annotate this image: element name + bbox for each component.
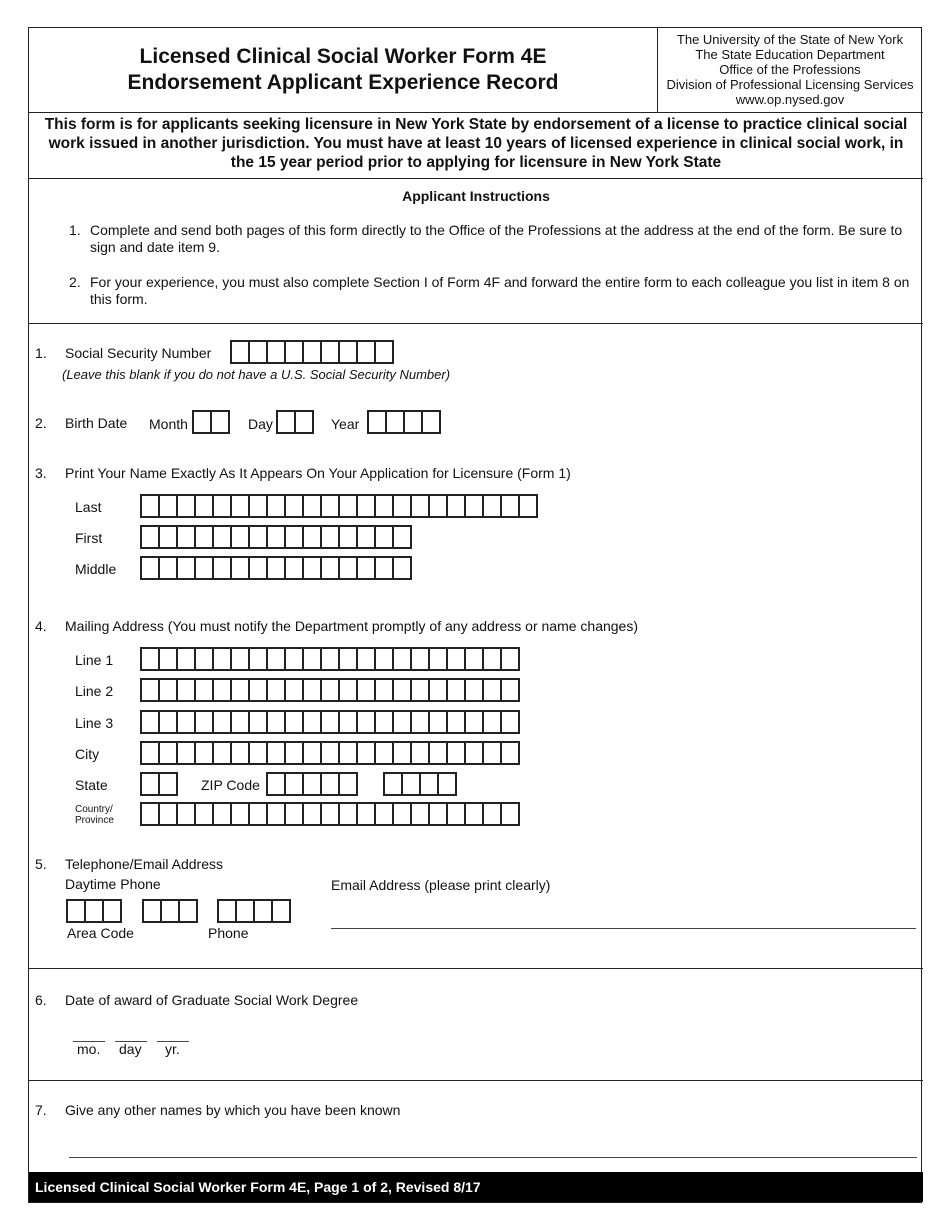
state-label: State (75, 777, 108, 793)
zip-label: ZIP Code (201, 777, 260, 793)
character-box[interactable] (194, 802, 214, 826)
character-box[interactable] (294, 410, 314, 434)
phone-prefix-field[interactable] (142, 899, 198, 923)
character-box[interactable] (446, 802, 466, 826)
character-box[interactable] (84, 899, 104, 923)
item-number: 3. (35, 465, 47, 481)
item-number: 7. (35, 1102, 47, 1118)
other-names-label: Give any other names by which you have been known (65, 1102, 401, 1118)
area-code-label: Area Code (67, 925, 134, 941)
character-box[interactable] (374, 647, 394, 671)
character-box[interactable] (248, 556, 268, 580)
character-box[interactable] (464, 802, 484, 826)
character-box[interactable] (176, 710, 196, 734)
degree-year-label: yr. (165, 1041, 180, 1057)
birth-date-label: Birth Date (65, 415, 128, 431)
character-box[interactable] (374, 340, 394, 364)
instruction-text: Complete and send both pages of this form directly to the Office of the Professions at the address at the end of the form. Be sure to sign and date item 9. (90, 222, 903, 255)
character-box[interactable] (271, 899, 291, 923)
character-box[interactable] (266, 678, 286, 702)
character-box[interactable] (320, 772, 340, 796)
character-box[interactable] (284, 340, 304, 364)
character-box[interactable] (392, 556, 412, 580)
divider (29, 323, 923, 324)
character-box[interactable] (212, 710, 232, 734)
character-box[interactable] (266, 525, 286, 549)
character-box[interactable] (338, 772, 358, 796)
character-box[interactable] (482, 647, 502, 671)
character-box[interactable] (374, 710, 394, 734)
character-box[interactable] (192, 410, 212, 434)
ssn-note: (Leave this blank if you do not have a U.S. Social Security Number) (62, 367, 451, 382)
character-box[interactable] (140, 678, 160, 702)
character-box[interactable] (66, 899, 86, 923)
character-box[interactable] (302, 494, 322, 518)
character-box[interactable] (176, 647, 196, 671)
agency-line: Office of the Professions (719, 62, 861, 77)
character-box[interactable] (248, 741, 268, 765)
city-field[interactable] (140, 741, 520, 765)
character-box[interactable] (140, 556, 160, 580)
character-box[interactable] (194, 678, 214, 702)
character-box[interactable] (320, 525, 340, 549)
contact-section-label: Telephone/Email Address (65, 856, 223, 872)
character-box[interactable] (230, 802, 250, 826)
address-line1-label: Line 1 (75, 652, 114, 668)
character-box[interactable] (266, 772, 286, 796)
character-box[interactable] (338, 647, 358, 671)
character-box[interactable] (320, 647, 340, 671)
character-box[interactable] (178, 899, 198, 923)
character-box[interactable] (302, 710, 322, 734)
area-code-field[interactable] (66, 899, 122, 923)
character-box[interactable] (176, 525, 196, 549)
character-box[interactable] (500, 647, 520, 671)
character-box[interactable] (428, 741, 448, 765)
character-box[interactable] (266, 647, 286, 671)
character-box[interactable] (194, 647, 214, 671)
character-box[interactable] (160, 899, 180, 923)
character-box[interactable] (428, 494, 448, 518)
last-name-field[interactable] (140, 494, 538, 518)
country-label-line: Province (75, 815, 114, 826)
character-box[interactable] (302, 647, 322, 671)
instructions-heading: Applicant Instructions (402, 188, 550, 204)
character-box[interactable] (210, 410, 230, 434)
character-box[interactable] (403, 410, 423, 434)
character-box[interactable] (482, 741, 502, 765)
character-box[interactable] (284, 494, 304, 518)
page-footer: Licensed Clinical Social Worker Form 4E, Page 1 of 2, Revised 8/17 (29, 1172, 923, 1202)
character-box[interactable] (356, 340, 376, 364)
divider (29, 112, 923, 113)
character-box[interactable] (212, 647, 232, 671)
agency-line: The University of the State of New York (676, 32, 904, 47)
character-box[interactable] (410, 741, 430, 765)
character-box[interactable] (446, 741, 466, 765)
character-box[interactable] (410, 678, 430, 702)
character-box[interactable] (212, 556, 232, 580)
phone-line-field[interactable] (217, 899, 291, 923)
character-box[interactable] (518, 494, 538, 518)
character-box[interactable] (266, 340, 286, 364)
character-box[interactable] (158, 494, 178, 518)
character-box[interactable] (392, 494, 412, 518)
character-box[interactable] (248, 802, 268, 826)
character-box[interactable] (385, 410, 405, 434)
character-box[interactable] (437, 772, 457, 796)
degree-month-label: mo. (77, 1041, 101, 1057)
other-names-input-line[interactable] (69, 1157, 917, 1158)
character-box[interactable] (401, 772, 421, 796)
character-box[interactable] (230, 556, 250, 580)
form-page (28, 27, 922, 1203)
character-box[interactable] (320, 556, 340, 580)
character-box[interactable] (248, 494, 268, 518)
character-box[interactable] (140, 710, 160, 734)
character-box[interactable] (158, 710, 178, 734)
character-box[interactable] (338, 710, 358, 734)
character-box[interactable] (356, 678, 376, 702)
character-box[interactable] (500, 678, 520, 702)
divider (29, 178, 923, 179)
instruction-num: 1. (69, 222, 81, 238)
character-box[interactable] (217, 899, 237, 923)
country-label-line: Country/ (75, 804, 113, 815)
character-box[interactable] (176, 802, 196, 826)
character-box[interactable] (374, 741, 394, 765)
character-box[interactable] (284, 556, 304, 580)
character-box[interactable] (140, 525, 160, 549)
address-line3-field[interactable] (140, 710, 520, 734)
item-number: 6. (35, 992, 47, 1008)
character-box[interactable] (212, 678, 232, 702)
character-box[interactable] (302, 678, 322, 702)
character-box[interactable] (302, 556, 322, 580)
character-box[interactable] (212, 525, 232, 549)
item-number: 4. (35, 618, 47, 634)
character-box[interactable] (356, 710, 376, 734)
character-box[interactable] (446, 494, 466, 518)
character-box[interactable] (392, 741, 412, 765)
degree-date-label: Date of award of Graduate Social Work Degree (65, 992, 359, 1008)
form-title-line2: Endorsement Applicant Experience Record (127, 71, 559, 94)
character-box[interactable] (392, 710, 412, 734)
character-box[interactable] (410, 710, 430, 734)
ssn-field[interactable] (230, 340, 394, 364)
character-box[interactable] (320, 741, 340, 765)
character-box[interactable] (158, 647, 178, 671)
divider (29, 1080, 923, 1081)
character-box[interactable] (374, 494, 394, 518)
middle-name-label: Middle (75, 561, 117, 577)
item-number: 1. (35, 345, 47, 361)
character-box[interactable] (284, 710, 304, 734)
ssn-label: Social Security Number (65, 345, 212, 361)
character-box[interactable] (140, 802, 160, 826)
character-box[interactable] (500, 802, 520, 826)
character-box[interactable] (464, 494, 484, 518)
character-box[interactable] (356, 556, 376, 580)
email-input-line[interactable] (331, 928, 916, 929)
character-box[interactable] (428, 710, 448, 734)
character-box[interactable] (212, 802, 232, 826)
character-box[interactable] (158, 741, 178, 765)
character-box[interactable] (500, 494, 520, 518)
character-box[interactable] (230, 525, 250, 549)
degree-day-label: day (119, 1041, 142, 1057)
character-box[interactable] (338, 741, 358, 765)
character-box[interactable] (248, 340, 268, 364)
first-name-field[interactable] (140, 525, 412, 549)
character-box[interactable] (194, 525, 214, 549)
zip-field[interactable] (266, 772, 358, 796)
character-box[interactable] (356, 494, 376, 518)
agency-line: Division of Professional Licensing Services (666, 77, 914, 92)
character-box[interactable] (374, 556, 394, 580)
character-box[interactable] (235, 899, 255, 923)
character-box[interactable] (392, 525, 412, 549)
character-box[interactable] (284, 802, 304, 826)
character-box[interactable] (158, 525, 178, 549)
character-box[interactable] (158, 678, 178, 702)
character-box[interactable] (266, 710, 286, 734)
character-box[interactable] (356, 741, 376, 765)
character-box[interactable] (320, 710, 340, 734)
character-box[interactable] (428, 647, 448, 671)
character-box[interactable] (383, 772, 403, 796)
character-box[interactable] (276, 410, 296, 434)
day-label: Day (248, 416, 273, 432)
intro-text: This form is for applicants seeking licensure in New York State by endorsement of a license to practice clinical social work issued in another jurisdiction. You must have at least 10 years of licensed experience in clinical social work, in the 15 year period prior to applying for licensure in New York State (44, 116, 908, 171)
character-box[interactable] (320, 494, 340, 518)
character-box[interactable] (500, 710, 520, 734)
character-box[interactable] (248, 647, 268, 671)
character-box[interactable] (284, 525, 304, 549)
character-box[interactable] (367, 410, 387, 434)
character-box[interactable] (142, 899, 162, 923)
email-label: Email Address (please print clearly) (331, 877, 551, 893)
divider (29, 968, 923, 969)
character-box[interactable] (421, 410, 441, 434)
character-box[interactable] (140, 494, 160, 518)
character-box[interactable] (230, 340, 250, 364)
character-box[interactable] (338, 494, 358, 518)
agency-block (657, 32, 923, 107)
character-box[interactable] (464, 741, 484, 765)
character-box[interactable] (320, 802, 340, 826)
address-section-label: Mailing Address (You must notify the Department promptly of any address or name changes) (65, 618, 638, 634)
character-box[interactable] (410, 802, 430, 826)
character-box[interactable] (410, 647, 430, 671)
character-box[interactable] (338, 802, 358, 826)
character-box[interactable] (302, 772, 322, 796)
character-box[interactable] (266, 556, 286, 580)
character-box[interactable] (266, 494, 286, 518)
character-box[interactable] (230, 741, 250, 765)
character-box[interactable] (482, 494, 502, 518)
character-box[interactable] (374, 802, 394, 826)
character-box[interactable] (176, 556, 196, 580)
country-field[interactable] (140, 802, 520, 826)
character-box[interactable] (140, 741, 160, 765)
address-line3-label: Line 3 (75, 715, 114, 731)
form-title-line1: Licensed Clinical Social Worker Form 4E (139, 45, 547, 68)
year-label: Year (331, 416, 360, 432)
character-box[interactable] (482, 678, 502, 702)
character-box[interactable] (284, 772, 304, 796)
character-box[interactable] (194, 556, 214, 580)
character-box[interactable] (140, 647, 160, 671)
character-box[interactable] (158, 772, 178, 796)
character-box[interactable] (419, 772, 439, 796)
character-box[interactable] (230, 678, 250, 702)
agency-line: The State Education Department (695, 47, 885, 62)
birth-day-field[interactable] (276, 410, 314, 434)
character-box[interactable] (266, 741, 286, 765)
character-box[interactable] (176, 678, 196, 702)
city-label: City (75, 746, 100, 762)
character-box[interactable] (194, 741, 214, 765)
character-box[interactable] (428, 678, 448, 702)
character-box[interactable] (158, 802, 178, 826)
character-box[interactable] (284, 741, 304, 765)
character-box[interactable] (482, 710, 502, 734)
name-section-label: Print Your Name Exactly As It Appears On Your Application for Licensure (Form 1) (65, 465, 571, 481)
character-box[interactable] (446, 678, 466, 702)
character-box[interactable] (194, 494, 214, 518)
character-box[interactable] (338, 678, 358, 702)
character-box[interactable] (464, 710, 484, 734)
character-box[interactable] (302, 340, 322, 364)
first-name-label: First (75, 530, 103, 546)
character-box[interactable] (266, 802, 286, 826)
character-box[interactable] (392, 647, 412, 671)
character-box[interactable] (248, 710, 268, 734)
phone-label: Phone (208, 925, 249, 941)
character-box[interactable] (500, 741, 520, 765)
character-box[interactable] (176, 494, 196, 518)
state-field[interactable] (140, 772, 178, 796)
character-box[interactable] (392, 802, 412, 826)
character-box[interactable] (230, 647, 250, 671)
character-box[interactable] (320, 340, 340, 364)
zip-extension-field[interactable] (383, 772, 457, 796)
character-box[interactable] (356, 647, 376, 671)
character-box[interactable] (302, 802, 322, 826)
character-box[interactable] (446, 710, 466, 734)
character-box[interactable] (446, 647, 466, 671)
birth-year-field[interactable] (367, 410, 441, 434)
character-box[interactable] (230, 710, 250, 734)
address-line2-label: Line 2 (75, 683, 114, 699)
character-box[interactable] (356, 525, 376, 549)
character-box[interactable] (176, 741, 196, 765)
character-box[interactable] (158, 556, 178, 580)
address-line2-field[interactable] (140, 678, 520, 702)
character-box[interactable] (320, 678, 340, 702)
instruction-text: For your experience, you must also complete Section I of Form 4F and forward the entire form to each colleague you list in item 8 on this form. (90, 274, 910, 307)
character-box[interactable] (253, 899, 273, 923)
character-box[interactable] (102, 899, 122, 923)
character-box[interactable] (140, 772, 160, 796)
character-box[interactable] (464, 647, 484, 671)
country-label (75, 804, 114, 826)
character-box[interactable] (248, 678, 268, 702)
character-box[interactable] (302, 525, 322, 549)
character-box[interactable] (212, 494, 232, 518)
character-box[interactable] (464, 678, 484, 702)
character-box[interactable] (338, 340, 358, 364)
item-number: 2. (35, 415, 47, 431)
character-box[interactable] (374, 525, 394, 549)
daytime-phone-label: Daytime Phone (65, 876, 161, 892)
character-box[interactable] (302, 741, 322, 765)
character-box[interactable] (284, 678, 304, 702)
character-box[interactable] (194, 710, 214, 734)
agency-website: www.op.nysed.gov (735, 92, 845, 107)
last-name-label: Last (75, 499, 102, 515)
character-box[interactable] (428, 802, 448, 826)
middle-name-field[interactable] (140, 556, 412, 580)
character-box[interactable] (212, 741, 232, 765)
character-box[interactable] (248, 525, 268, 549)
instruction-num: 2. (69, 274, 81, 290)
character-box[interactable] (482, 802, 502, 826)
character-box[interactable] (230, 494, 250, 518)
item-number: 5. (35, 856, 47, 872)
character-box[interactable] (356, 802, 376, 826)
birth-month-field[interactable] (192, 410, 230, 434)
character-box[interactable] (374, 678, 394, 702)
character-box[interactable] (410, 494, 430, 518)
character-box[interactable] (284, 647, 304, 671)
month-label: Month (149, 416, 188, 432)
address-line1-field[interactable] (140, 647, 520, 671)
character-box[interactable] (338, 556, 358, 580)
character-box[interactable] (338, 525, 358, 549)
character-box[interactable] (392, 678, 412, 702)
